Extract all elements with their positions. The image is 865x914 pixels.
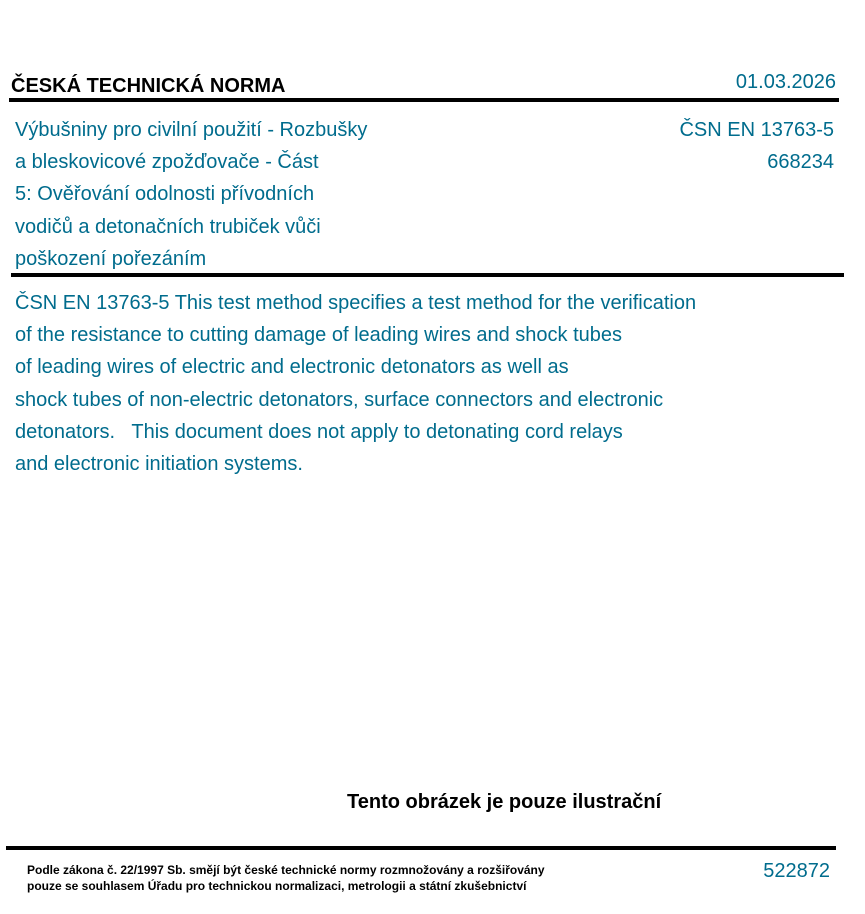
abstract-line: shock tubes of non-electric detonators, surface connectors and electronic xyxy=(15,388,664,411)
standard-title-line: vodičů a detonačních trubiček vůči xyxy=(15,215,321,238)
legal-notice xyxy=(27,863,545,894)
document-header-title: ČESKÁ TECHNICKÁ NORMA xyxy=(11,75,286,97)
abstract-line: ČSN EN 13763-5 This test method specifies a test method for the verification xyxy=(15,292,697,314)
standard-title-line: Výbušniny pro civilní použití - Rozbušky xyxy=(15,119,368,141)
abstract-text xyxy=(15,287,775,480)
document-date: 01.03.2026 xyxy=(735,71,836,93)
abstract-line: and electronic initiation systems. xyxy=(15,453,303,476)
bottom-divider xyxy=(6,846,836,850)
abstract-line: of the resistance to cutting damage of leading wires and shock tubes xyxy=(15,324,623,347)
top-divider xyxy=(9,98,839,102)
illustration-note: Tento obrázek je pouze ilustrační xyxy=(347,791,662,813)
standard-catalog-number: 668234 xyxy=(767,151,834,174)
footer-number: 522872 xyxy=(763,860,830,882)
standard-title-line: a bleskovicové zpožďovače - Část xyxy=(15,151,319,174)
abstract-line: detonators. This document does not apply to detonating cord relays xyxy=(15,420,623,443)
standard-title-line: 5: Ověřování odolnosti přívodních xyxy=(15,183,315,206)
abstract-line: of leading wires of electric and electronic detonators as well as xyxy=(15,356,569,379)
standard-title xyxy=(15,114,415,275)
legal-notice-line: pouze se souhlasem Úřadu pro technickou normalizaci, metrologii a státní zkušebnictví xyxy=(27,878,527,893)
middle-divider xyxy=(11,273,844,277)
standard-title-line: poškození pořezáním xyxy=(15,247,207,270)
standard-identifiers xyxy=(679,114,834,178)
legal-notice-line: Podle zákona č. 22/1997 Sb. smějí být české technické normy rozmnožovány a rozšiřovány xyxy=(27,863,545,877)
standard-designation: ČSN EN 13763-5 xyxy=(679,119,834,141)
